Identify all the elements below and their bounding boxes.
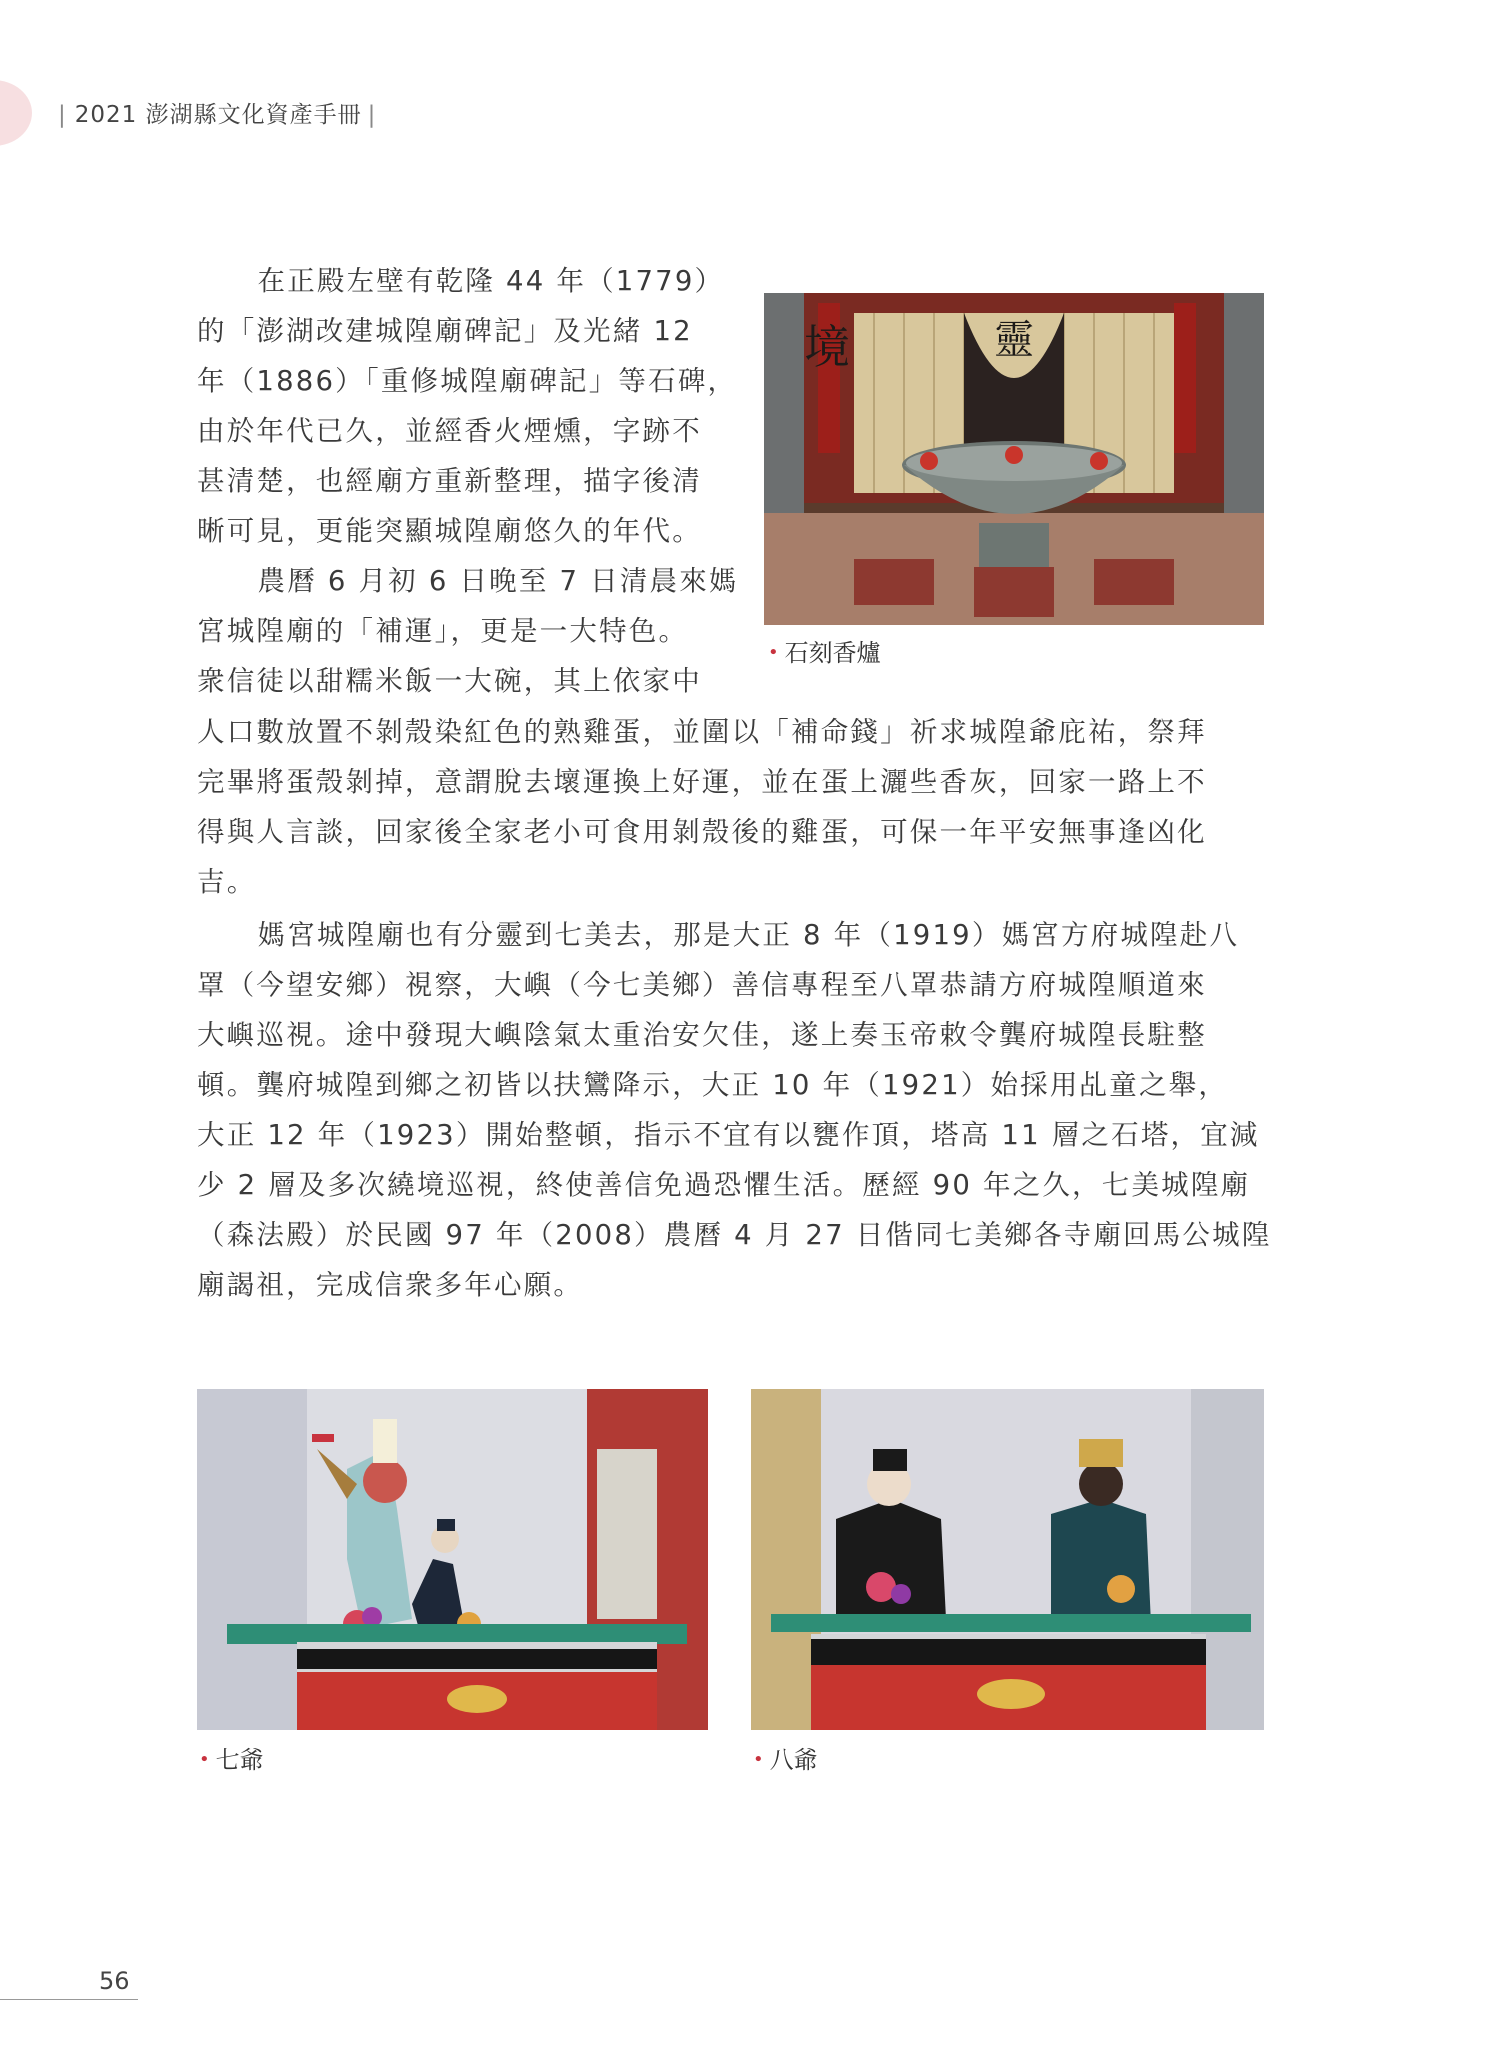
caption-qiye <box>199 1740 264 1775</box>
text-line: 得與人言談，回家後全家老小可食用剝殼後的雞蛋，可保一年平安無事逢凶化 <box>197 816 1207 848</box>
text-line: 大嶼巡視。途中發現大嶼陰氣太重治安欠佳，遂上奏玉帝敕令龔府城隍長駐整 <box>197 1019 1207 1051</box>
text-line: 年（1886）「重修城隍廟碑記」等石碑， <box>197 365 738 397</box>
header-bar-right: | <box>367 102 377 128</box>
qiye-illustration <box>197 1389 708 1730</box>
svg-text:靈: 靈 <box>994 317 1034 363</box>
text-line: 人口數放置不剝殼染紅色的熟雞蛋，並圍以「補命錢」祈求城隍爺庇祐，祭拜 <box>197 716 1207 748</box>
censer-illustration <box>764 293 1264 625</box>
qiye-photo <box>197 1389 708 1730</box>
text-line: 媽宮城隍廟也有分靈到七美去，那是大正 8 年（1919）媽宮方府城隍赴八 <box>257 919 1240 951</box>
header-title: 2021 澎湖縣文化資產手冊 <box>74 102 362 128</box>
header-bar-left: | <box>58 102 67 128</box>
text-line: 吉。 <box>197 866 257 898</box>
text-line: 頓。龔府城隍到鄉之初皆以扶鸞降示，大正 10 年（1921）始採用乩童之舉， <box>197 1069 1229 1101</box>
caption-bullet: • <box>753 1749 764 1770</box>
text-line: 衆信徒以甜糯米飯一大碗，其上依家中 <box>197 665 702 697</box>
baye-photo <box>751 1389 1264 1730</box>
paragraph-qimei <box>197 910 1272 1310</box>
text-line: 在正殿左壁有乾隆 44 年（1779） <box>257 265 725 297</box>
text-line: 完畢將蛋殼剝掉，意謂脫去壞運換上好運，並在蛋上灑些香灰，回家一路上不 <box>197 766 1207 798</box>
text-line: 大正 12 年（1923）開始整頓，指示不宜有以甕作頂，塔高 11 層之石塔，宜減 <box>197 1119 1260 1151</box>
running-header <box>58 96 376 129</box>
caption-censer <box>768 633 881 668</box>
svg-text:境: 境 <box>804 320 850 374</box>
baye-illustration <box>751 1389 1264 1730</box>
text-line: 少 2 層及多次繞境巡視，終使善信免過恐懼生活。歷經 90 年之久，七美城隍廟 <box>197 1169 1251 1201</box>
text-line: 宮城隍廟的「補運」，更是一大特色。 <box>197 615 689 647</box>
text-line: 甚清楚，也經廟方重新整理，描字後清 <box>197 465 702 497</box>
text-line: 晰可見，更能突顯城隍廟悠久的年代。 <box>197 515 702 547</box>
paragraph-buyun <box>197 707 1264 907</box>
caption-text: 石刻香爐 <box>784 639 881 667</box>
caption-baye <box>753 1740 818 1775</box>
footer-rule <box>0 1999 138 2000</box>
caption-bullet: • <box>199 1749 210 1770</box>
text-line: 農曆 6 月初 6 日晚至 7 日清晨來媽 <box>257 565 739 597</box>
chapter-tab-marker <box>0 80 32 146</box>
text-line: 罩（今望安鄉）視察，大嶼（今七美鄉）善信專程至八罩恭請方府城隍順道來 <box>197 969 1207 1001</box>
text-line: 廟謁祖，完成信衆多年心願。 <box>197 1269 584 1301</box>
caption-text: 八爺 <box>769 1746 818 1774</box>
text-line: 的「澎湖改建城隍廟碑記」及光緒 12 <box>197 315 693 347</box>
page-number: 56 <box>99 1967 130 1995</box>
text-line: 由於年代已久，並經香火煙燻，字跡不 <box>197 415 702 447</box>
text-line: （森法殿）於民國 97 年（2008）農曆 4 月 27 日偕同七美鄉各寺廟回馬公城隍 <box>197 1219 1272 1251</box>
paragraph-stele <box>197 256 739 706</box>
censer-photo <box>764 293 1264 625</box>
caption-text: 七爺 <box>215 1746 264 1774</box>
caption-bullet: • <box>768 642 779 663</box>
